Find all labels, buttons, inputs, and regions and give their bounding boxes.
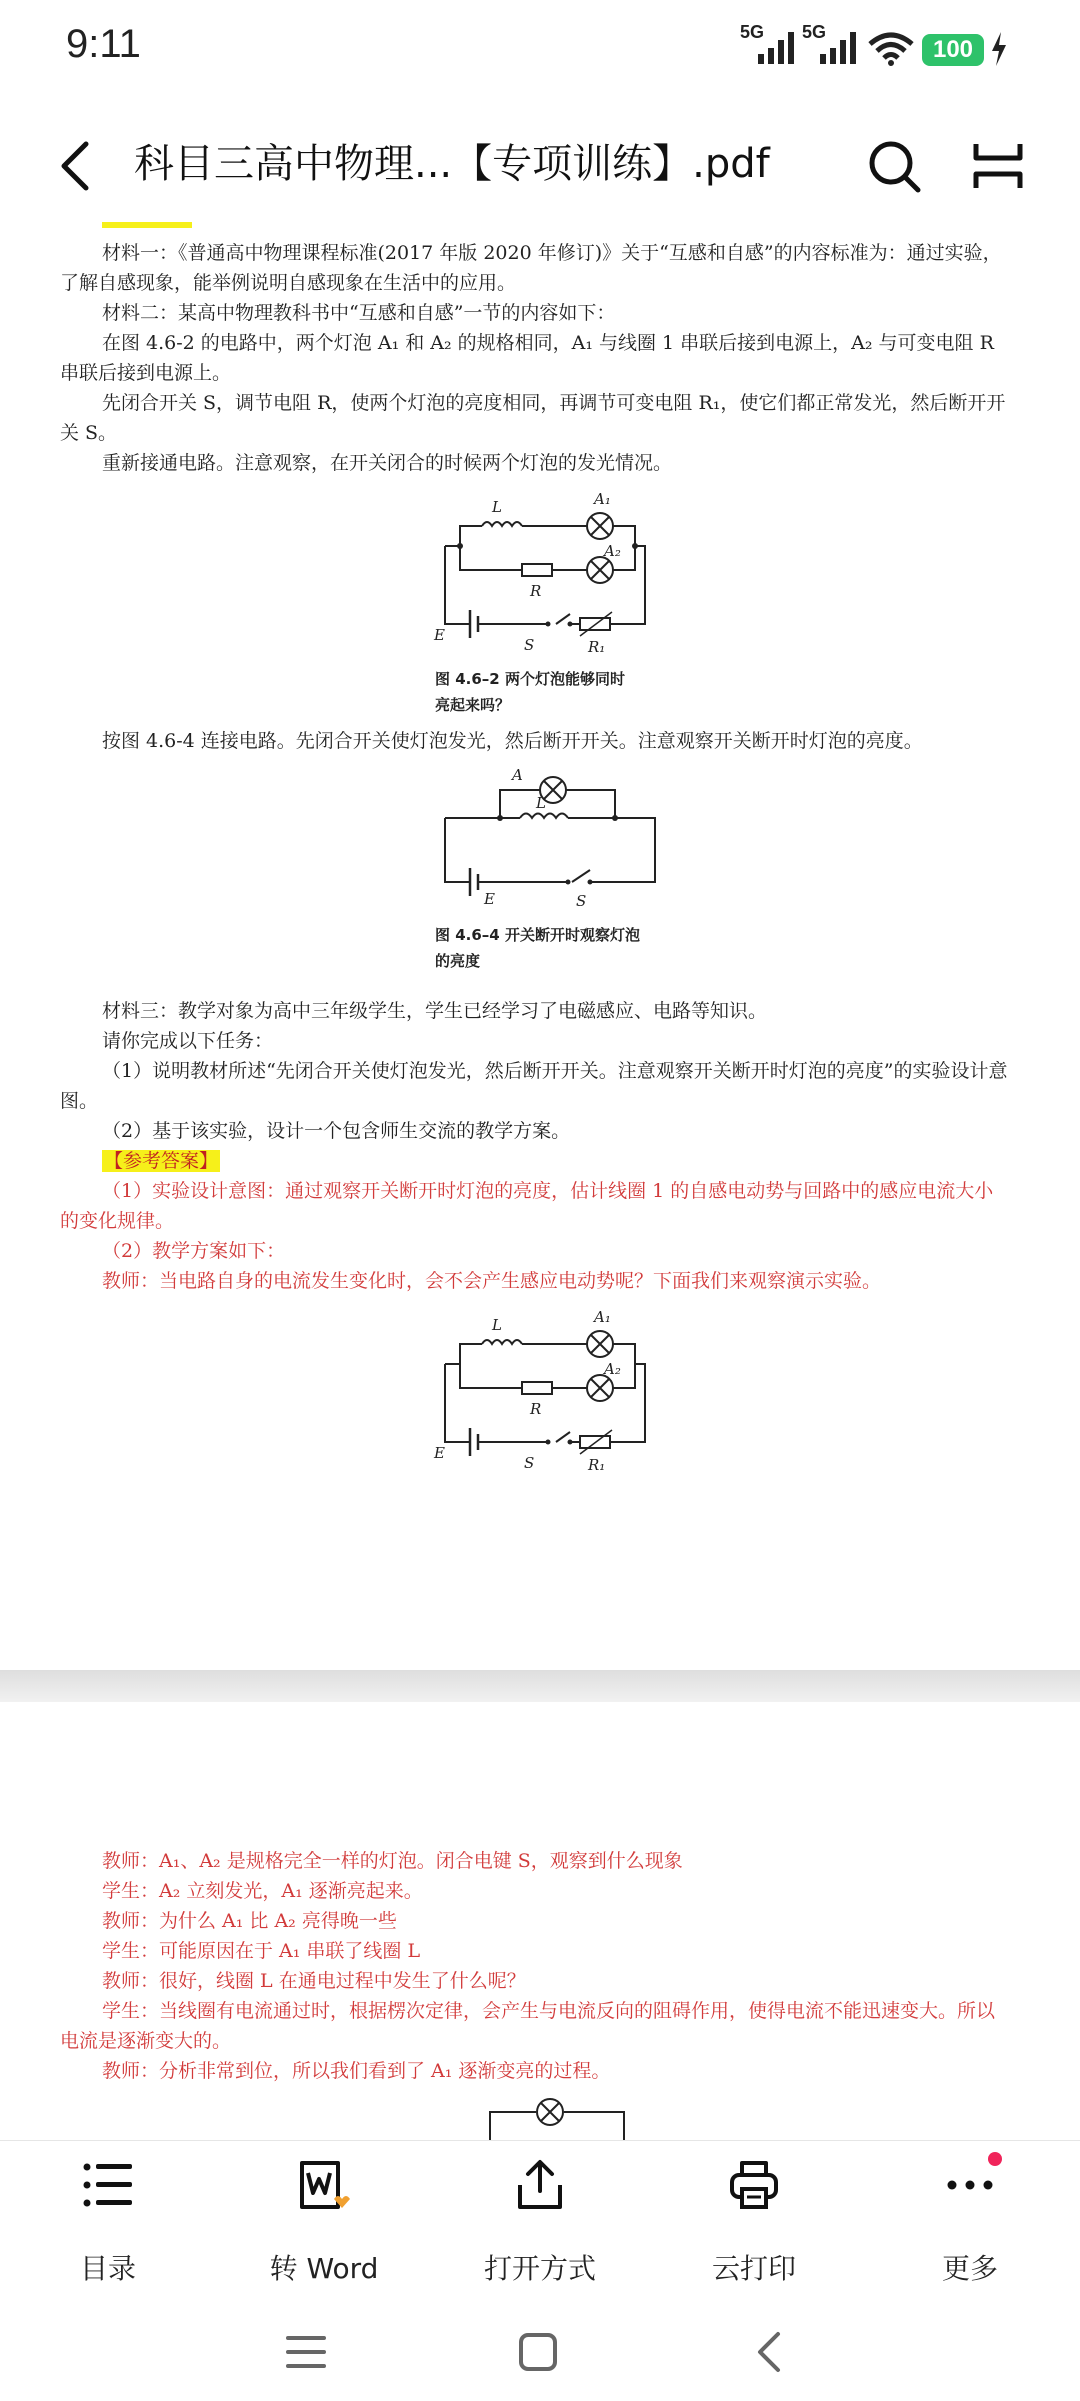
circuit-diagram-partial xyxy=(488,2090,628,2140)
page-separator xyxy=(0,1670,1080,1702)
battery-indicator: 100 xyxy=(922,34,984,66)
svg-text:A: A xyxy=(512,766,523,784)
home-icon[interactable] xyxy=(516,2330,560,2374)
paragraph-procedure: 先闭合开关 S，调节电阻 R，使两个灯泡的亮度相同，再调节可变电阻 R₁，使它们都正常发光，然后断开开关 S。 xyxy=(60,392,1006,444)
dialogue-line-5: 教师：很好，线圈 L 在通电过程中发生了什么呢？ xyxy=(102,1970,526,1992)
answer-teacher-intro: 教师：当电路自身的电流发生变化时，会不会产生感应电动势呢？下面我们来观察演示实验。 xyxy=(102,1270,882,1292)
dialogue-line-7: 教师：分析非常到位，所以我们看到了 A₁ 逐渐变亮的过程。 xyxy=(102,2060,611,2082)
convert-word-button[interactable] xyxy=(234,2159,414,2285)
svg-text:S: S xyxy=(576,892,587,910)
bottom-toolbar xyxy=(0,2140,1080,2290)
open-with-label: 打开方式 xyxy=(483,2252,596,2285)
notification-dot xyxy=(988,2152,1002,2166)
svg-text:E: E xyxy=(484,890,495,908)
word-icon xyxy=(298,2159,350,2211)
dialogue-line-6: 学生：当线圈有电流通过时，根据楞次定律，会产生与电流反向的阻碍作用，使得电流不能迅速变大。所以电流是逐渐变大的。 xyxy=(60,2000,996,2052)
open-with-button[interactable] xyxy=(450,2159,630,2285)
paragraph-material-1: 材料一：《普通高中物理课程标准(2017 年版 2020 年修订)》关于“互感和自感”的内容标准为：通过实验，了解自感现象，能举例说明自感现象在生活中的应用。 xyxy=(60,242,1002,294)
cloud-print-label: 云打印 xyxy=(711,2252,796,2285)
highlight-fragment xyxy=(102,222,192,228)
svg-text:R₁: R₁ xyxy=(588,638,606,654)
status-time: 9:11 xyxy=(66,22,141,66)
more-button[interactable] xyxy=(880,2159,1060,2285)
paragraph-circuit-desc: 在图 4.6-2 的电路中，两个灯泡 A₁ 和 A₂ 的规格相同，A₁ 与线圈 1 串联后接到电源上，A₂ 与可变电阻 R 串联后接到电源上。 xyxy=(60,332,994,384)
toc-button[interactable] xyxy=(18,2159,198,2285)
paragraph-material-2: 材料二：某高中物理教科书中“互感和自感”一节的内容如下： xyxy=(102,302,616,324)
circuit-diagram-4-6-4 xyxy=(430,760,660,910)
answer-2: （2）教学方案如下： xyxy=(102,1240,286,1262)
svg-text:L: L xyxy=(492,498,502,516)
answer-heading-row xyxy=(102,1146,220,1176)
paragraph-task-2: （2）基于该实验，设计一个包含师生交流的教学方案。 xyxy=(102,1120,571,1142)
wifi-icon xyxy=(868,32,914,66)
figure-caption-1a: 图 4.6–2 两个灯泡能够同时 xyxy=(435,670,625,688)
paragraph-material-3: 材料三：教学对象为高中三年级学生，学生已经学习了电磁感应、电路等知识。 xyxy=(102,1000,768,1022)
svg-text:L: L xyxy=(536,794,546,812)
dialogue-line-1: 教师：A₁、A₂ 是规格完全一样的灯泡。闭合电键 S，观察到什么现象 xyxy=(102,1850,683,1872)
circuit-diagram-4-6-2 xyxy=(430,484,660,654)
svg-text:S: S xyxy=(524,1454,535,1472)
more-label: 更多 xyxy=(941,2252,998,2285)
paragraph-task-1: （1）说明教材所述“先闭合开关使灯泡发光，然后断开开关。注意观察开关断开时灯泡的亮度”的实验设计意图。 xyxy=(60,1060,1008,1112)
nav-back-icon[interactable] xyxy=(748,2330,792,2374)
recent-apps-icon[interactable] xyxy=(284,2330,328,2374)
svg-text:R₁: R₁ xyxy=(588,1456,606,1472)
svg-text:L: L xyxy=(492,1316,502,1334)
signal-label: 5G xyxy=(740,22,765,42)
figure-caption-1b: 亮起来吗？ xyxy=(435,696,511,714)
svg-text:A₁: A₁ xyxy=(594,490,611,508)
svg-text:S: S xyxy=(524,636,535,654)
paragraph-fig-4-6-4: 按图 4.6-4 连接电路。先闭合开关使灯泡发光，然后断开开关。注意观察开关断开时灯泡的亮度。 xyxy=(102,730,923,752)
signal-bars-icon xyxy=(758,32,800,64)
circuit-diagram-repeat xyxy=(430,1302,660,1472)
list-icon xyxy=(82,2159,134,2211)
pdf-page-1[interactable] xyxy=(0,222,1080,1670)
svg-text:A₂: A₂ xyxy=(604,542,621,560)
figure-caption-2a: 图 4.6–4 开关断开时观察灯泡 xyxy=(435,926,640,944)
dialogue-line-3: 教师：为什么 A₁ 比 A₂ 亮得晚一些 xyxy=(102,1910,397,1932)
app-bar xyxy=(0,110,1080,222)
toc-label: 目录 xyxy=(79,2252,136,2285)
convert-word-label: 转 Word xyxy=(269,2252,379,2285)
answer-heading: 【参考答案】 xyxy=(104,1150,219,1172)
svg-text:R: R xyxy=(530,582,542,600)
dialogue-line-2: 学生：A₂ 立刻发光，A₁ 逐渐亮起来。 xyxy=(102,1880,423,1902)
svg-text:E: E xyxy=(434,626,445,644)
layout-menu-icon[interactable] xyxy=(972,138,1024,194)
cloud-print-button[interactable] xyxy=(664,2159,844,2285)
pdf-page-2[interactable] xyxy=(0,1702,1080,2140)
svg-text:R: R xyxy=(530,1400,542,1418)
svg-text:A₁: A₁ xyxy=(594,1308,611,1326)
answer-1: （1）实验设计意图：通过观察开关断开时灯泡的亮度，估计线圈 1 的自感电动势与回路中的感应电流大小的变化规律。 xyxy=(60,1180,994,1232)
dialogue-line-4: 学生：可能原因在于 A₁ 串联了线圈 L xyxy=(102,1940,421,1962)
charging-icon xyxy=(990,32,1008,66)
paragraph-tasks: 请你完成以下任务： xyxy=(102,1030,274,1052)
signal-bars-icon xyxy=(820,32,862,64)
status-bar xyxy=(0,0,1080,110)
paragraph-observe: 重新接通电路。注意观察，在开关闭合的时候两个灯泡的发光情况。 xyxy=(102,452,673,474)
share-icon xyxy=(514,2159,566,2211)
back-arrow-icon[interactable] xyxy=(52,138,102,194)
document-title: 科目三高中物理...【专项训练】.pdf xyxy=(134,141,770,187)
more-dots-icon xyxy=(944,2159,996,2211)
signal-label: 5G xyxy=(802,22,827,42)
svg-text:A₂: A₂ xyxy=(604,1360,621,1378)
printer-icon xyxy=(728,2159,780,2211)
svg-text:E: E xyxy=(434,1444,445,1462)
figure-caption-2b: 的亮度 xyxy=(435,952,481,970)
search-icon[interactable] xyxy=(866,138,922,194)
system-nav-bar xyxy=(0,2290,1080,2401)
